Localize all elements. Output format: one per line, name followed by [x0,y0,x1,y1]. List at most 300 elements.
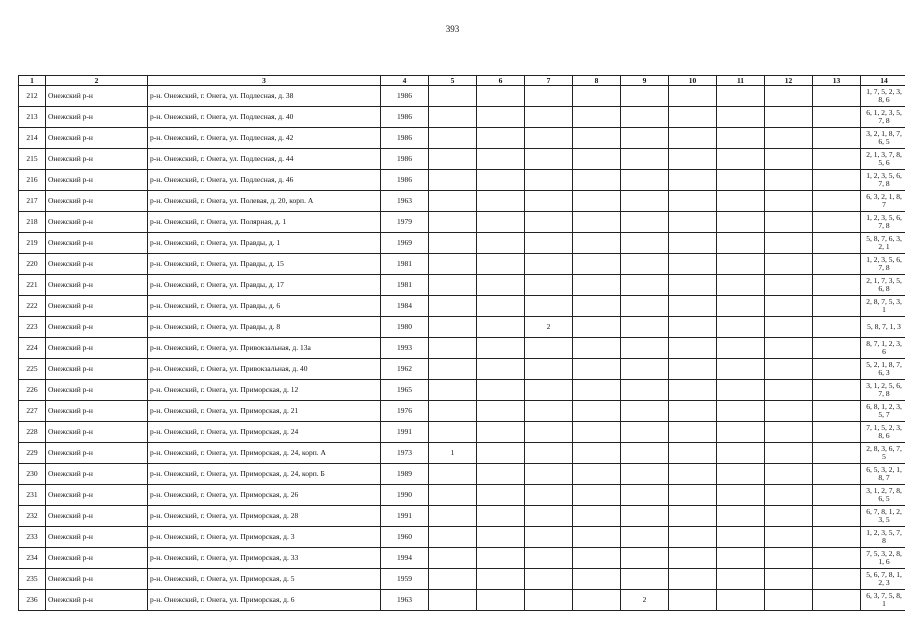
column-header-7: 7 [525,76,573,86]
year-cell: 1965 [381,380,429,401]
col14-line-1: 2, 1, 3, 7, 8, [866,150,902,159]
col14-cell [861,128,905,149]
col14-line-1: 3, 2, 1, 8, 7, [866,129,902,138]
col5-cell [429,380,477,401]
district-cell: Онежский р-н [46,338,148,359]
column-header-8: 8 [573,76,621,86]
row-number: 227 [19,401,46,422]
col14-cell [861,359,905,380]
table-row [19,317,905,338]
col5-cell [429,296,477,317]
column-header-2: 2 [46,76,148,86]
col9-cell [621,401,669,422]
col10-cell [669,212,717,233]
col11-cell [717,485,765,506]
table-row [19,359,905,380]
col13-cell [813,338,861,359]
col12-cell [765,359,813,380]
col9-cell [621,317,669,338]
col13-cell [813,380,861,401]
col12-cell [765,296,813,317]
col9-cell [621,149,669,170]
col6-cell [477,317,525,338]
col14-line-2: 1, 6 [878,557,890,566]
column-header-9: 9 [621,76,669,86]
col12-cell [765,338,813,359]
col12-cell [765,86,813,107]
address-cell: р-н. Онежский, г. Онега, ул. Подлесная, д. 44 [148,149,381,170]
col14-line-1: 1, 7, 5, 2, 3, [866,87,902,96]
col10-cell [669,401,717,422]
col14-cell [861,380,905,401]
col9-cell [621,107,669,128]
district-cell: Онежский р-н [46,296,148,317]
col14-line-1: 6, 3, 7, 5, 8, [866,591,902,600]
address-cell: р-н. Онежский, г. Онега, ул. Приморская, д. 3 [148,527,381,548]
col14-line-2: 1 [882,305,886,314]
col14-line-1: 3, 1, 2, 5, 6, [866,381,902,390]
col5-cell [429,527,477,548]
district-cell: Онежский р-н [46,107,148,128]
row-number: 234 [19,548,46,569]
col8-cell [573,401,621,422]
table-row [19,128,905,149]
col8-cell [573,548,621,569]
col14-cell [861,464,905,485]
col10-cell [669,464,717,485]
col8-cell [573,254,621,275]
col5-cell [429,212,477,233]
col12-cell [765,212,813,233]
col9-cell [621,569,669,590]
row-number: 218 [19,212,46,233]
col6-cell [477,191,525,212]
col13-cell [813,275,861,296]
col14-cell [861,149,905,170]
col11-cell [717,548,765,569]
col8-cell [573,506,621,527]
col14-line-1: 2, 1, 7, 3, 5, [866,276,902,285]
row-number: 230 [19,464,46,485]
col11-cell [717,317,765,338]
col6-cell [477,527,525,548]
district-cell: Онежский р-н [46,170,148,191]
col14-cell [861,212,905,233]
col10-cell [669,86,717,107]
col13-cell [813,548,861,569]
col9-cell: 2 [621,590,669,611]
col8-cell [573,128,621,149]
col14-line-2: 2, 3 [878,578,890,587]
col11-cell [717,275,765,296]
col9-cell [621,296,669,317]
col5-cell [429,170,477,191]
row-number: 236 [19,590,46,611]
col11-cell [717,296,765,317]
col5-cell [429,191,477,212]
col13-cell [813,149,861,170]
col7-cell [525,275,573,296]
col9-cell [621,212,669,233]
col7-cell [525,254,573,275]
col14-line-1: 5, 8, 7, 1, 3 [867,322,901,331]
col6-cell [477,569,525,590]
col12-cell [765,149,813,170]
col6-cell [477,86,525,107]
col13-cell [813,485,861,506]
row-number: 235 [19,569,46,590]
district-cell: Онежский р-н [46,191,148,212]
table-row [19,422,905,443]
table-row [19,275,905,296]
col11-cell [717,149,765,170]
header-row [19,76,905,86]
col8-cell [573,485,621,506]
year-cell: 1991 [381,422,429,443]
col8-cell [573,317,621,338]
col5-cell: 1 [429,443,477,464]
col12-cell [765,569,813,590]
table-row [19,590,905,611]
col12-cell [765,548,813,569]
col9-cell [621,191,669,212]
col9-cell [621,527,669,548]
col9-cell [621,86,669,107]
column-header-14: 14 [861,76,905,86]
district-cell: Онежский р-н [46,359,148,380]
col14-cell [861,233,905,254]
col5-cell [429,485,477,506]
col5-cell [429,233,477,254]
col7-cell [525,107,573,128]
address-cell: р-н. Онежский, г. Онега, ул. Правды, д. 6 [148,296,381,317]
district-cell: Онежский р-н [46,590,148,611]
row-number: 229 [19,443,46,464]
row-number: 225 [19,359,46,380]
col7-cell [525,338,573,359]
col13-cell [813,590,861,611]
col14-line-2: 6, 8 [878,284,890,293]
col14-line-2: 3, 5 [878,515,890,524]
col14-line-2: 8, 6 [878,431,890,440]
col12-cell [765,590,813,611]
col7-cell [525,191,573,212]
district-cell: Онежский р-н [46,506,148,527]
column-header-11: 11 [717,76,765,86]
col8-cell [573,422,621,443]
table-row [19,548,905,569]
col10-cell [669,548,717,569]
address-cell: р-н. Онежский, г. Онега, ул. Приморская, д. 21 [148,401,381,422]
col5-cell [429,338,477,359]
year-cell: 1969 [381,233,429,254]
col12-cell [765,443,813,464]
col6-cell [477,422,525,443]
col12-cell [765,527,813,548]
col10-cell [669,338,717,359]
col10-cell [669,107,717,128]
col14-line-1: 1, 2, 3, 5, 6, [866,255,902,264]
year-cell: 1993 [381,338,429,359]
table-row [19,464,905,485]
col13-cell [813,233,861,254]
year-cell: 1990 [381,485,429,506]
col14-line-2: 5, 7 [878,410,890,419]
row-number: 220 [19,254,46,275]
column-header-10: 10 [669,76,717,86]
address-cell: р-н. Онежский, г. Онега, ул. Полярная, д. 1 [148,212,381,233]
col14-line-2: 6, 5 [878,494,890,503]
row-number: 221 [19,275,46,296]
table-row [19,485,905,506]
district-cell: Онежский р-н [46,443,148,464]
col11-cell [717,443,765,464]
district-cell: Онежский р-н [46,485,148,506]
district-cell: Онежский р-н [46,422,148,443]
col7-cell [525,590,573,611]
col7-cell [525,359,573,380]
col10-cell [669,485,717,506]
col6-cell [477,359,525,380]
col13-cell [813,506,861,527]
col13-cell [813,317,861,338]
row-number: 233 [19,527,46,548]
col13-cell [813,170,861,191]
table-row [19,401,905,422]
address-cell: р-н. Онежский, г. Онега, ул. Приморская, д. 24, корп. А [148,443,381,464]
col5-cell [429,107,477,128]
year-cell: 1981 [381,275,429,296]
col14-cell [861,590,905,611]
address-cell: р-н. Онежский, г. Онега, ул. Подлесная, д. 46 [148,170,381,191]
col12-cell [765,191,813,212]
col11-cell [717,212,765,233]
district-cell: Онежский р-н [46,86,148,107]
col14-line-1: 1, 2, 3, 5, 6, [866,213,902,222]
col7-cell: 2 [525,317,573,338]
address-cell: р-н. Онежский, г. Онега, ул. Правды, д. 8 [148,317,381,338]
year-cell: 1981 [381,254,429,275]
col14-line-2: 6 [882,347,886,356]
col8-cell [573,569,621,590]
col12-cell [765,107,813,128]
col9-cell [621,464,669,485]
col6-cell [477,149,525,170]
col9-cell [621,338,669,359]
col14-line-2: 1 [882,599,886,608]
year-cell: 1994 [381,548,429,569]
col14-line-1: 1, 2, 3, 5, 7, [866,528,902,537]
col14-line-2: 7, 8 [878,116,890,125]
col9-cell [621,380,669,401]
year-cell: 1986 [381,107,429,128]
col14-line-1: 6, 7, 8, 1, 2, [866,507,902,516]
table-row [19,212,905,233]
row-number: 219 [19,233,46,254]
col14-cell [861,485,905,506]
col10-cell [669,170,717,191]
col5-cell [429,86,477,107]
row-number: 217 [19,191,46,212]
col11-cell [717,128,765,149]
district-cell: Онежский р-н [46,254,148,275]
col13-cell [813,212,861,233]
district-cell: Онежский р-н [46,401,148,422]
col14-line-1: 7, 5, 3, 2, 8, [866,549,902,558]
col8-cell [573,359,621,380]
col14-cell [861,107,905,128]
year-cell: 1986 [381,128,429,149]
row-number: 212 [19,86,46,107]
col8-cell [573,590,621,611]
col14-line-1: 7, 1, 5, 2, 3, [866,423,902,432]
col6-cell [477,233,525,254]
col10-cell [669,527,717,548]
col9-cell [621,170,669,191]
row-number: 226 [19,380,46,401]
col5-cell [429,401,477,422]
col14-cell [861,170,905,191]
col14-line-2: 8, 6 [878,95,890,104]
row-number: 216 [19,170,46,191]
col8-cell [573,296,621,317]
col5-cell [429,254,477,275]
column-header-5: 5 [429,76,477,86]
address-cell: р-н. Онежский, г. Онега, ул. Подлесная, д. 38 [148,86,381,107]
col10-cell [669,296,717,317]
col14-line-1: 2, 8, 3, 6, 7, [866,444,902,453]
col8-cell [573,149,621,170]
col14-line-2: 7, 8 [878,221,890,230]
table-row [19,191,905,212]
address-cell: р-н. Онежский, г. Онега, ул. Привокзальная, д. 40 [148,359,381,380]
col7-cell [525,464,573,485]
row-number: 223 [19,317,46,338]
column-header-6: 6 [477,76,525,86]
col13-cell [813,527,861,548]
col13-cell [813,191,861,212]
col6-cell [477,170,525,191]
col5-cell [429,506,477,527]
col5-cell [429,317,477,338]
district-cell: Онежский р-н [46,233,148,254]
col14-line-2: 5 [882,452,886,461]
col14-cell [861,338,905,359]
address-cell: р-н. Онежский, г. Онега, ул. Приморская, д. 24 [148,422,381,443]
col14-cell [861,191,905,212]
table-row [19,338,905,359]
col11-cell [717,233,765,254]
col7-cell [525,443,573,464]
col14-cell [861,275,905,296]
col13-cell [813,128,861,149]
col12-cell [765,422,813,443]
col6-cell [477,464,525,485]
col8-cell [573,107,621,128]
col14-cell [861,527,905,548]
col7-cell [525,296,573,317]
table-row [19,86,905,107]
col11-cell [717,338,765,359]
col6-cell [477,128,525,149]
col14-line-1: 1, 2, 3, 5, 6, [866,171,902,180]
col8-cell [573,380,621,401]
col13-cell [813,359,861,380]
address-cell: р-н. Онежский, г. Онега, ул. Подлесная, д. 42 [148,128,381,149]
address-cell: р-н. Онежский, г. Онега, ул. Правды, д. 15 [148,254,381,275]
col14-line-2: 7, 8 [878,263,890,272]
col8-cell [573,86,621,107]
col8-cell [573,170,621,191]
address-cell: р-н. Онежский, г. Онега, ул. Приморская, д. 6 [148,590,381,611]
col14-cell [861,506,905,527]
col13-cell [813,422,861,443]
col7-cell [525,569,573,590]
col6-cell [477,296,525,317]
col13-cell [813,107,861,128]
col13-cell [813,296,861,317]
col12-cell [765,128,813,149]
col10-cell [669,422,717,443]
row-number: 214 [19,128,46,149]
col6-cell [477,275,525,296]
col9-cell [621,485,669,506]
col11-cell [717,359,765,380]
year-cell: 1962 [381,359,429,380]
address-cell: р-н. Онежский, г. Онега, ул. Правды, д. 1 [148,233,381,254]
address-cell: р-н. Онежский, г. Онега, ул. Приморская, д. 26 [148,485,381,506]
district-cell: Онежский р-н [46,527,148,548]
col5-cell [429,422,477,443]
address-cell: р-н. Онежский, г. Онега, ул. Приморская, д. 28 [148,506,381,527]
col10-cell [669,254,717,275]
col7-cell [525,149,573,170]
table-row [19,296,905,317]
district-cell: Онежский р-н [46,275,148,296]
col12-cell [765,170,813,191]
col6-cell [477,254,525,275]
col12-cell [765,380,813,401]
district-cell: Онежский р-н [46,548,148,569]
col9-cell [621,254,669,275]
col14-cell [861,422,905,443]
table-row [19,107,905,128]
col14-line-1: 5, 2, 1, 8, 7, [866,360,902,369]
page-number: 393 [445,24,460,34]
col11-cell [717,86,765,107]
year-cell: 1960 [381,527,429,548]
col13-cell [813,464,861,485]
year-cell: 1959 [381,569,429,590]
col14-line-2: 7, 8 [878,389,890,398]
col7-cell [525,506,573,527]
col14-line-1: 8, 7, 1, 2, 3, [866,339,902,348]
col8-cell [573,527,621,548]
district-cell: Онежский р-н [46,212,148,233]
table-row [19,170,905,191]
col14-line-1: 6, 5, 3, 2, 1, [866,465,902,474]
col8-cell [573,464,621,485]
col14-line-2: 7 [882,200,886,209]
table-row [19,233,905,254]
col13-cell [813,254,861,275]
col5-cell [429,359,477,380]
col11-cell [717,422,765,443]
col8-cell [573,191,621,212]
col11-cell [717,191,765,212]
year-cell: 1986 [381,149,429,170]
col11-cell [717,107,765,128]
